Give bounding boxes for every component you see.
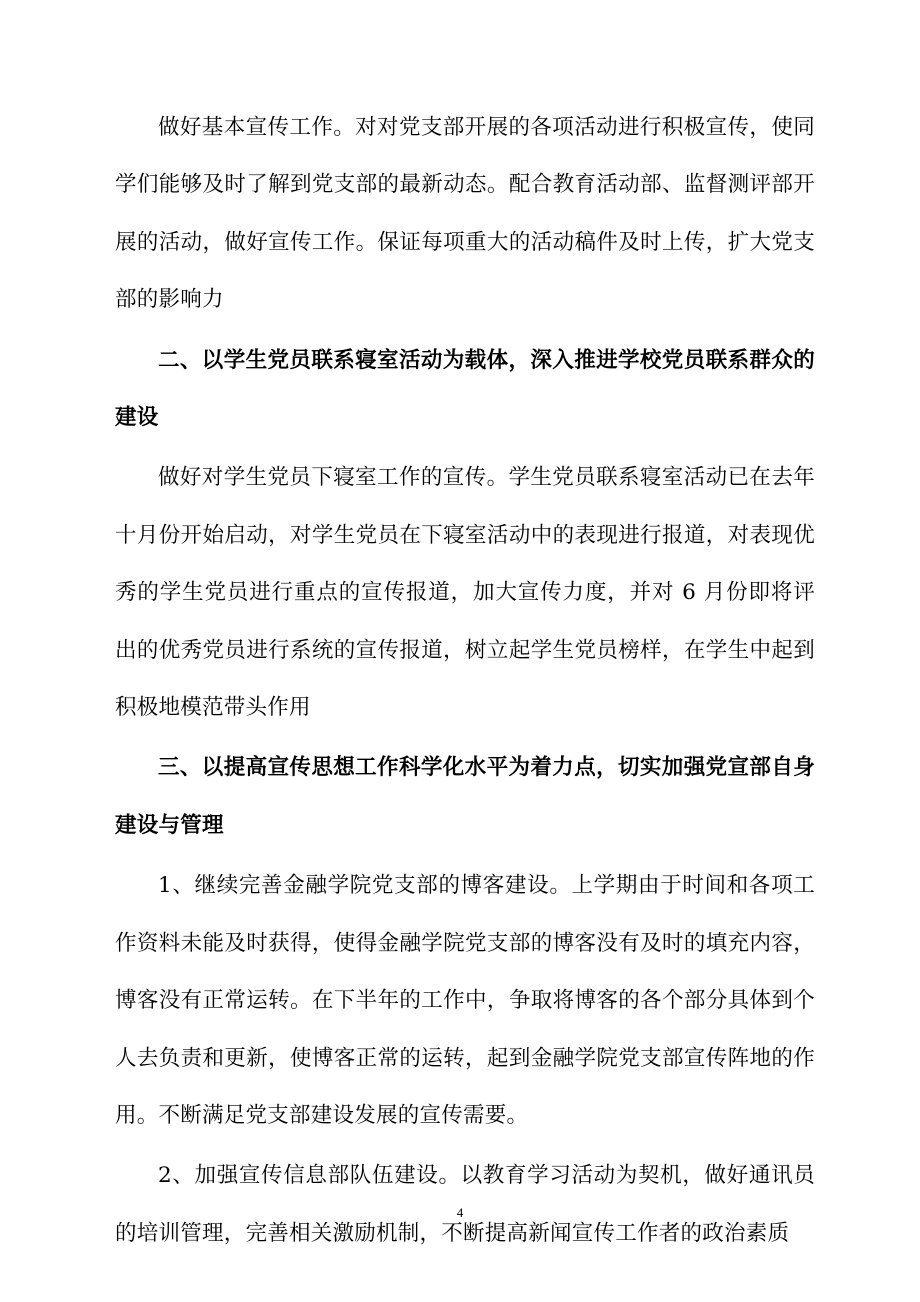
paragraph-dorm-activity: 做好对学生党员下寝室工作的宣传。学生党员联系寝室活动已在去年十月份开始启动，对学生党员在下寝室活动中的表现进行报道，对表现优秀的学生党员进行重点的宣传报道，加大宣传力度，并对 6 月份即将评出的优秀党员进行系统的宣传报道，树立起学生党员榜样，在学生中起到积极地模范带头作用	[115, 465, 815, 721]
section-heading-2: 二、以学生党员联系寝室活动为载体，深入推进学校党员联系群众的建设	[115, 347, 815, 431]
section-heading-3: 三、以提高宣传思想工作科学化水平为着力点，切实加强党宣部自身建设与管理	[115, 755, 815, 838]
paragraph-publicity-work: 做好基本宣传工作。对对党支部开展的各项活动进行积极宣传，使同学们能够及时了解到党支部的最新动态。配合教育活动部、监督测评部开展的活动，做好宣传工作。保证每项重大的活动稿件及时上传，扩大党支部的影响力	[115, 115, 815, 313]
paragraph-team-building: 2、加强宣传信息部队伍建设。以教育学习活动为契机，做好通讯员的培训管理，完善相关激励机制，不断提高新闻宣传工作者的政治素质	[115, 1163, 815, 1246]
page-number: 4	[456, 1205, 464, 1220]
document-body	[115, 99, 815, 1262]
paragraph-blog-construction: 1、继续完善金融学院党支部的博客建设。上学期由于时间和各项工作资料未能及时获得，使得金融学院党支部的博客没有及时的填充内容，博客没有正常运转。在下半年的工作中，争取将博客的各个部分具体到个人去负责和更新，使博客正常的运转，起到金融学院党支部宣传阵地的作用。不断满足党支部建设发展的宣传需要。	[115, 873, 815, 1128]
